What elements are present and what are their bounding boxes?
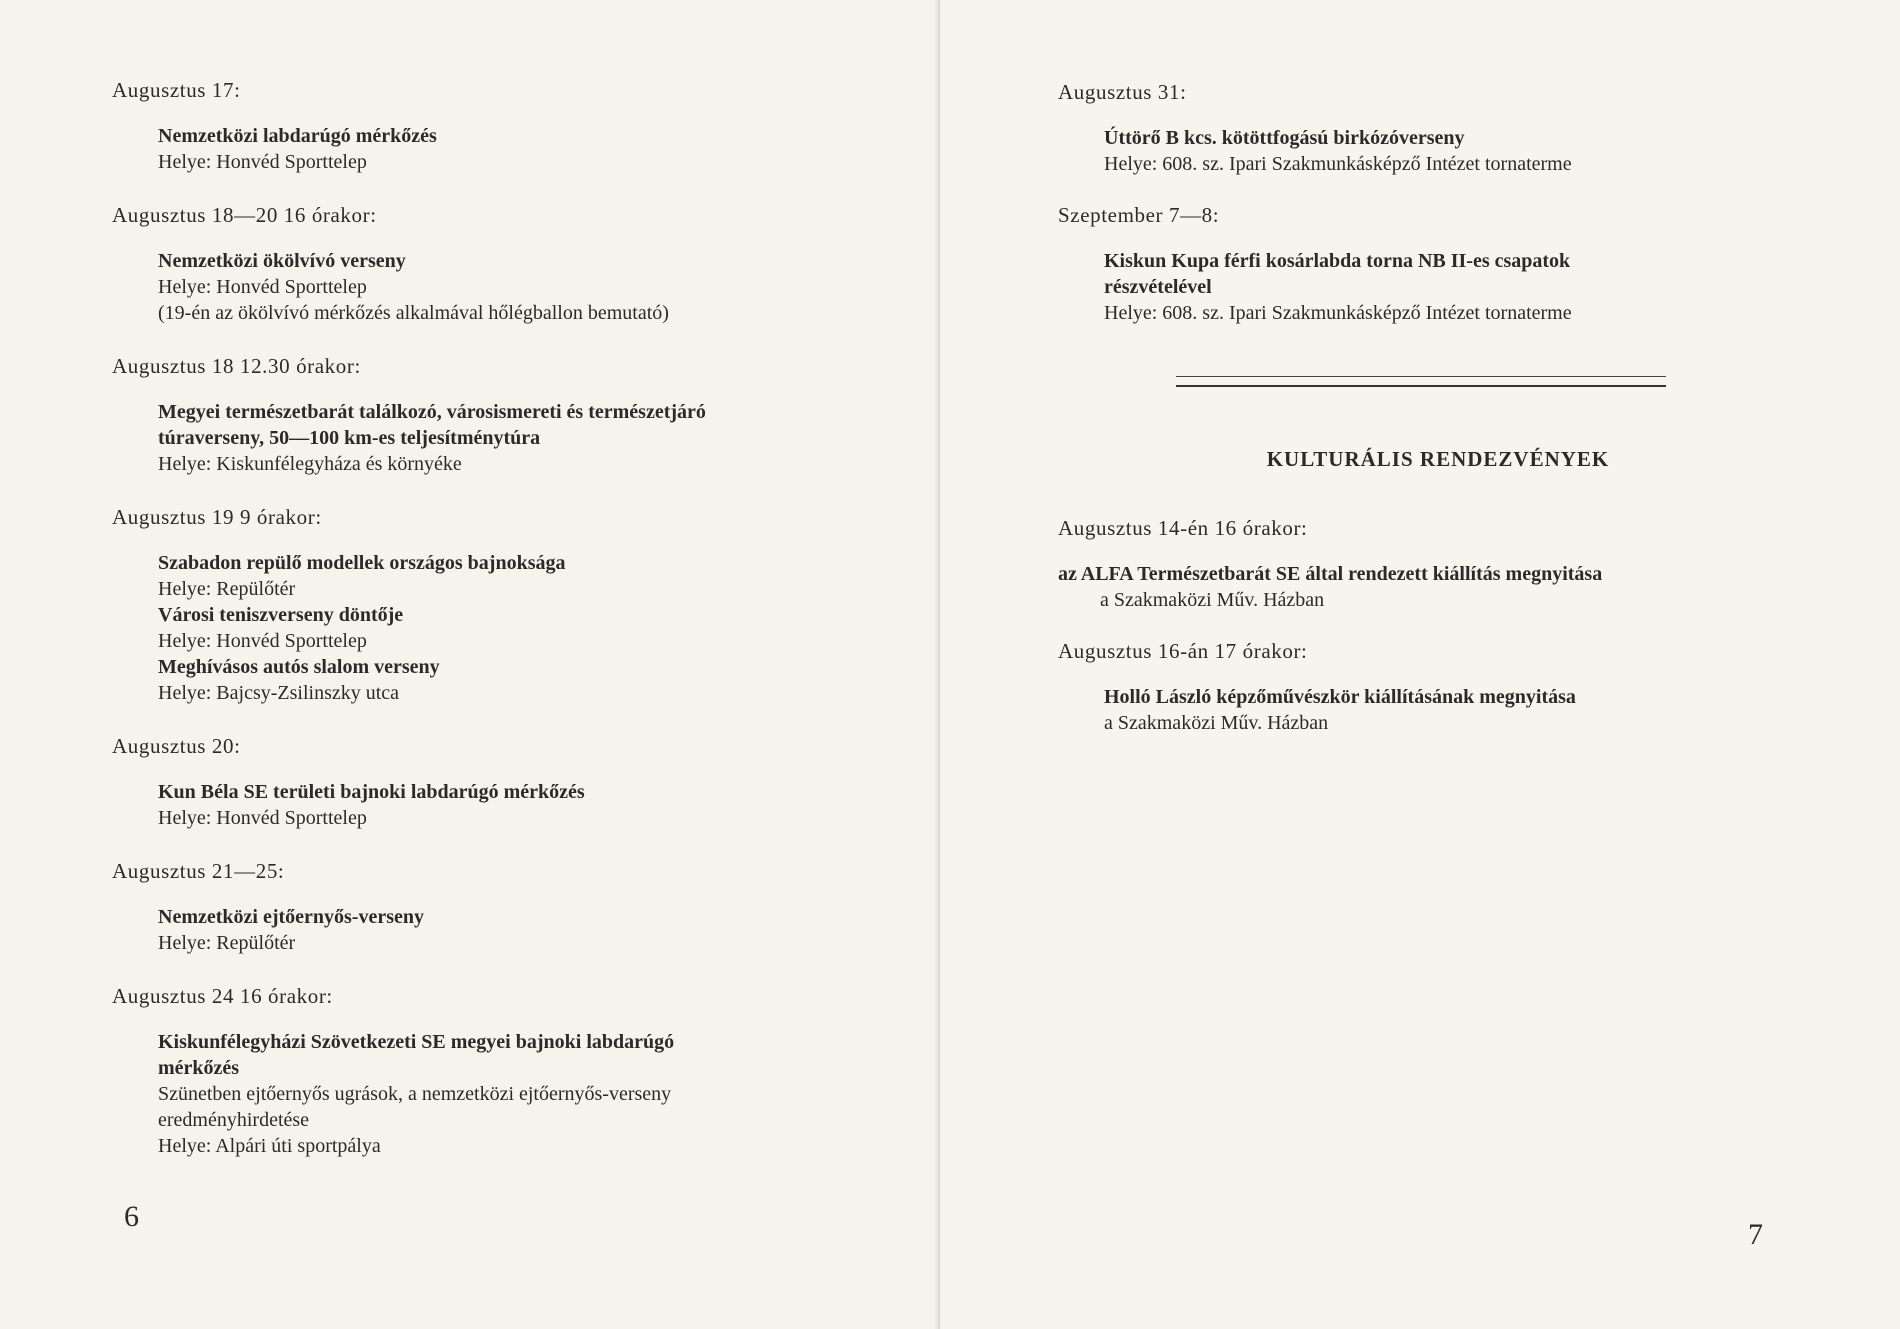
event-details	[1104, 248, 1748, 326]
event-place: a Szakmaközi Műv. Házban	[1104, 712, 1329, 734]
event-info-line: eredményhirdetése	[158, 1109, 310, 1131]
divider-thin-rule	[1176, 376, 1666, 377]
event-info-line: Helye: Alpári úti sportpálya	[158, 1135, 381, 1157]
event-info-line: Szünetben ejtőernyős ugrások, a nemzetközi ejtőernyős-verseny	[158, 1083, 672, 1105]
event-info-line: Helye: Honvéd Sporttelep	[158, 630, 367, 652]
page-number-right: 7	[1748, 1218, 1763, 1251]
event-entry	[112, 354, 872, 477]
event-title: Holló László képzőművészkör kiállításának megnyitása	[1104, 686, 1576, 708]
cultural-events-heading: KULTURÁLIS RENDEZVÉNYEK	[1266, 447, 1610, 471]
event-date: Augusztus 20:	[112, 734, 241, 758]
event-details	[158, 123, 872, 175]
event-entry	[112, 859, 872, 956]
event-details	[1058, 561, 1748, 613]
event-entry	[112, 984, 872, 1159]
event-info-line: Helye: Honvéd Sporttelep	[158, 151, 367, 173]
event-entry-hollo	[1058, 639, 1748, 736]
event-title-line: Kun Béla SE területi bajnoki labdarúgó mérkőzés	[158, 781, 585, 803]
event-entry	[1058, 203, 1748, 326]
left-page-entries	[112, 78, 872, 1187]
event-info-line: Helye: Honvéd Sporttelep	[158, 807, 367, 829]
event-details	[158, 1029, 872, 1159]
event-info-line: Helye: Honvéd Sporttelep	[158, 276, 367, 298]
event-info-line: (19-én az ökölvívó mérkőzés alkalmával hőlégballon bemutató)	[158, 302, 669, 324]
event-details	[158, 550, 872, 706]
event-place: a Szakmaközi Műv. Házban	[1100, 589, 1325, 611]
event-details	[1104, 125, 1748, 177]
event-entry-alfa	[1058, 516, 1748, 613]
page-number-left: 6	[124, 1200, 139, 1233]
event-details	[158, 779, 872, 831]
event-title-line: Nemzetközi ejtőernyős-verseny	[158, 906, 425, 928]
event-date: Augusztus 21—25:	[112, 859, 285, 883]
event-info-line: Helye: 608. sz. Ipari Szakmunkásképző Intézet tornaterme	[1104, 302, 1572, 324]
event-entry	[112, 78, 872, 175]
section-divider	[1176, 376, 1666, 387]
event-info-line: Helye: Bajcsy-Zsilinszky utca	[158, 682, 400, 704]
event-info-line: Helye: 608. sz. Ipari Szakmunkásképző Intézet tornaterme	[1104, 153, 1572, 175]
event-details	[158, 399, 872, 477]
event-entry	[112, 734, 872, 831]
event-title-line: Szabadon repülő modellek országos bajnoksága	[158, 552, 566, 574]
divider-thick-rule	[1176, 385, 1666, 387]
event-title-line: Kiskun Kupa férfi kosárlabda torna NB II-es csapatok	[1104, 250, 1571, 272]
sports-entries-continued	[1058, 80, 1748, 326]
event-title-line: Nemzetközi labdarúgó mérkőzés	[158, 125, 437, 147]
event-title: az ALFA Természetbarát SE által rendezett kiállítás megnyitása	[1058, 563, 1603, 585]
event-title-line: Úttörő B kcs. kötöttfogású birkózóverseny	[1104, 127, 1465, 149]
event-info-line: Helye: Repülőtér	[158, 578, 296, 600]
event-title-line: Kiskunfélegyházi Szövetkezeti SE megyei bajnoki labdarúgó	[158, 1031, 675, 1053]
event-date: Augusztus 16-án 17 órakor:	[1058, 639, 1308, 663]
event-entry	[112, 203, 872, 326]
event-title-line: Megyei természetbarát találkozó, városismereti és természetjáró	[158, 401, 706, 423]
event-title-line: túraverseny, 50—100 km-es teljesítménytúra	[158, 427, 541, 449]
event-info-line: Helye: Repülőtér	[158, 932, 296, 954]
right-page-entries	[1058, 80, 1748, 762]
event-title-line: részvételével	[1104, 276, 1212, 298]
event-details	[1104, 684, 1748, 736]
event-date: Augusztus 19 9 órakor:	[112, 505, 322, 529]
event-details	[158, 904, 872, 956]
event-title-line: mérkőzés	[158, 1057, 240, 1079]
right-page	[940, 0, 1900, 1329]
event-title-line: Nemzetközi ökölvívó verseny	[158, 250, 406, 272]
event-date: Augusztus 18 12.30 órakor:	[112, 354, 361, 378]
event-date: Augusztus 31:	[1058, 80, 1187, 104]
left-page	[0, 0, 940, 1329]
event-entry	[1058, 80, 1748, 177]
event-title-line: Városi teniszverseny döntője	[158, 604, 404, 626]
event-date: Szeptember 7—8:	[1058, 203, 1220, 227]
event-date: Augusztus 24 16 órakor:	[112, 984, 333, 1008]
event-entry	[112, 505, 872, 706]
event-date: Augusztus 18—20 16 órakor:	[112, 203, 377, 227]
event-details	[158, 248, 872, 326]
event-info-line: Helye: Kiskunfélegyháza és környéke	[158, 453, 462, 475]
event-date: Augusztus 17:	[112, 78, 241, 102]
event-date: Augusztus 14-én 16 órakor:	[1058, 516, 1308, 540]
event-title-line: Meghívásos autós slalom verseny	[158, 656, 440, 678]
